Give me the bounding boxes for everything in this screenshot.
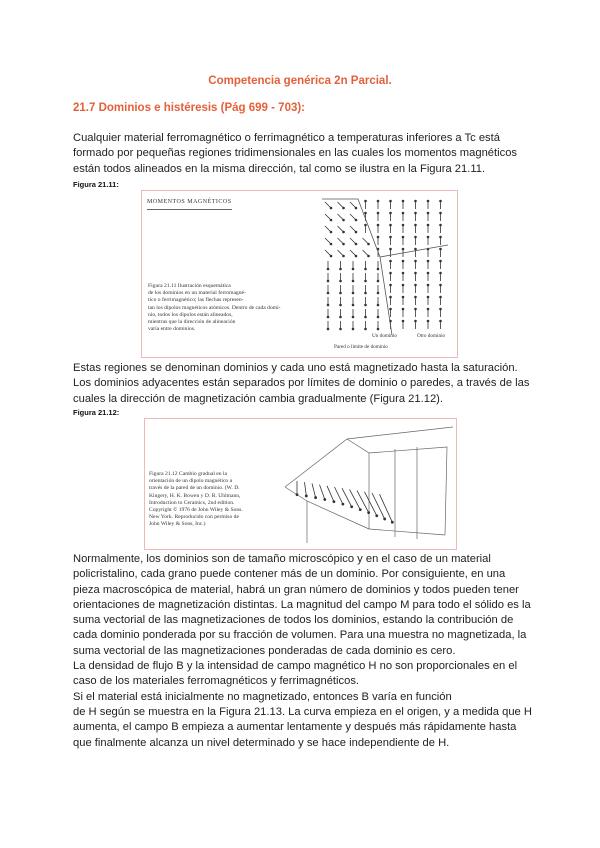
dipole-arrow-head <box>352 328 354 330</box>
dipole-arrow-head <box>352 292 354 294</box>
dipole-arrow-head <box>330 231 332 233</box>
paragraph-3 <box>73 552 531 751</box>
dipole-arrow-head <box>415 308 417 310</box>
wall-dipole-head <box>376 515 378 517</box>
dipole-arrow-head <box>327 316 329 318</box>
dipole-arrow-head <box>427 224 429 226</box>
dipole-arrow-head <box>390 236 392 238</box>
paragraph-2 <box>73 361 531 407</box>
dipole-arrow-head <box>355 231 357 233</box>
dipole-arrow-head <box>340 304 342 306</box>
dipole-arrow-head <box>390 308 392 310</box>
caption-line: Copyright © 1976 de John Wiley & Sons. <box>149 507 243 514</box>
dipole-arrow-head <box>377 292 379 294</box>
dipole-arrow-head <box>368 243 370 245</box>
dipole-arrow-head <box>365 224 367 226</box>
dipole-arrow-head <box>440 320 442 322</box>
dipole-arrow-head <box>427 236 429 238</box>
dipole-arrow-head <box>402 212 404 214</box>
dipole-arrow-head <box>390 296 392 298</box>
dipole-arrow-head <box>440 296 442 298</box>
header-rule <box>147 209 232 210</box>
dipole-arrow-head <box>377 268 379 270</box>
caption-line: tan los dipolos magnéticos atómicos. Dentro de cada domi- <box>148 304 281 311</box>
callout-one-domain: Un dominio <box>372 333 397 339</box>
dipole-arrow-head <box>365 292 367 294</box>
dipole-arrow-head <box>330 207 332 209</box>
wall-dipole-head <box>391 521 393 523</box>
dipole-arrow-head <box>415 260 417 262</box>
dipole-arrow-head <box>427 260 429 262</box>
dipole-arrow-head <box>355 255 357 257</box>
wall-dipole-arrow <box>365 492 377 516</box>
caption-line: John Wiley & Sons, Inc.) <box>149 521 206 528</box>
dipole-arrow-head <box>365 304 367 306</box>
text-line: suma vectorial de las magnetizaciones ponderadas de cada dominio es cero. <box>73 644 456 657</box>
dipole-arrow-head <box>390 200 392 202</box>
caption-line: nio, todos los dipolos están alineados, <box>148 311 233 318</box>
wall-dipole-head <box>333 501 335 503</box>
dipole-arrow-head <box>343 219 345 221</box>
dipole-arrow-head <box>343 231 345 233</box>
wall-dipole-head <box>296 494 298 496</box>
text-line: Si el material está inicialmente no magnetizado, entonces B varía en función <box>73 690 452 703</box>
dipole-arrow-head <box>415 224 417 226</box>
dipole-arrow-head <box>330 219 332 221</box>
caption-line: orientación de un dipolo magnético a <box>149 478 233 485</box>
caption-line: Kingery, H. K. Bowen y D. R. Uhlmann, <box>149 492 241 499</box>
dipole-arrow-head <box>415 296 417 298</box>
text-line: pieza macroscópica de material, habrá un gran número de dominios y todos pueden tener <box>73 583 519 596</box>
text-line: formado por pequeñas regiones tridimensionales en las cuales los momentos magnéticos <box>73 147 518 160</box>
dipole-arrow-head <box>390 224 392 226</box>
dipole-arrow-head <box>415 284 417 286</box>
domain-diagram <box>320 197 452 337</box>
section-heading: 21.7 Dominios e histéresis (Pág 699 - 703): <box>73 102 306 114</box>
text-line: suma vectorial de las magnetizaciones de todos los dominios, estando la contribución de <box>73 614 514 627</box>
dipole-arrow-head <box>427 200 429 202</box>
callout-other-domain: Otro dominio <box>417 333 446 339</box>
dipole-arrow-head <box>355 243 357 245</box>
dipole-arrow-head <box>402 224 404 226</box>
caption-line: Introduction to Ceramics, 2nd edition. <box>149 499 235 506</box>
dipole-arrow-head <box>427 284 429 286</box>
dipole-arrow-head <box>402 296 404 298</box>
dipole-arrow-head <box>402 284 404 286</box>
dipole-arrow-head <box>327 292 329 294</box>
wall-dipole-arrow <box>372 493 385 519</box>
dipole-arrow-head <box>402 320 404 322</box>
dipole-arrow-head <box>390 272 392 274</box>
dipole-arrow-head <box>390 212 392 214</box>
figure-21-11-label: Figura 21.11: <box>73 180 119 189</box>
wall-dipole-arrow <box>305 482 307 496</box>
figure-21-12-caption <box>149 471 243 529</box>
dipole-arrow-head <box>343 243 345 245</box>
wall-dipole-arrow <box>380 494 393 522</box>
dipole-arrow-head <box>330 243 332 245</box>
dipole-arrow-head <box>415 212 417 214</box>
dipole-arrow-head <box>440 236 442 238</box>
callout-domain-wall: Pared o límite de dominio <box>334 344 388 350</box>
wall-dipole-arrow <box>327 486 334 502</box>
dipole-arrow-head <box>365 268 367 270</box>
text-line: Cualquier material ferromagnético o ferrimagnético a temperaturas inferiores a Tc está <box>73 132 500 144</box>
dipole-arrow-head <box>440 212 442 214</box>
dipole-arrow-head <box>390 284 392 286</box>
dipole-arrow-head <box>340 268 342 270</box>
dipole-arrow-head <box>402 260 404 262</box>
caption-line: de los dominios en un material ferromagné- <box>148 290 246 297</box>
dipole-arrow-head <box>365 316 367 318</box>
dipole-arrow-head <box>402 308 404 310</box>
text-line: aumenta, el campo B empieza a aumentar lentamente y después más rápidamente hasta <box>73 721 517 734</box>
figure-21-12 <box>144 418 457 550</box>
dipole-arrow-head <box>352 268 354 270</box>
dipole-arrow-head <box>427 320 429 322</box>
dipole-arrow-head <box>368 255 370 257</box>
dipole-arrow-head <box>440 224 442 226</box>
wall-dipole-head <box>368 512 370 514</box>
wall-dipole-head <box>351 506 353 508</box>
caption-line: Figura 21.12 Cambio gradual en la <box>149 471 227 477</box>
dipole-arrow-head <box>440 308 442 310</box>
dipole-arrow-head <box>440 284 442 286</box>
caption-line: varía entre dominios. <box>148 326 196 333</box>
caption-line: mientras que la dirección de alineación <box>148 319 236 326</box>
caption-line: Figura 21.11 Ilustración esquemática <box>148 283 231 289</box>
wall-dipole-head <box>359 509 361 511</box>
wall-dipole-head <box>342 503 344 505</box>
dipole-arrow-head <box>427 296 429 298</box>
dipole-arrow-head <box>427 308 429 310</box>
wall-dipole-head <box>324 499 326 501</box>
figure-21-11 <box>141 190 458 358</box>
dipole-arrow-head <box>340 292 342 294</box>
text-line: cada dominio ponderada por su fracción de volumen. Para una muestra no magnetizada, la <box>73 629 527 642</box>
wall-dipole-arrow <box>312 483 316 497</box>
dipole-arrow-head <box>340 328 342 330</box>
dipole-arrow-head <box>402 200 404 202</box>
text-line: están todos alineados en la misma dirección, tal como se ilustra en la Figura 21.11. <box>73 162 486 175</box>
dipole-arrow-head <box>365 212 367 214</box>
dipole-arrow-head <box>355 207 357 209</box>
dipole-arrow-head <box>327 304 329 306</box>
dipole-arrow-head <box>440 260 442 262</box>
domain-wall-diagram <box>277 425 453 543</box>
caption-line: New York. Reproducido con permiso de <box>149 514 239 521</box>
dipole-arrow-head <box>352 316 354 318</box>
dipole-arrow-head <box>415 200 417 202</box>
text-line: caso de los materiales ferromagnéticos y ferrimagnéticos. <box>73 675 360 688</box>
wall-dipole-arrow <box>335 487 343 504</box>
caption-line: tico o ferrimagnético; las flechas represen- <box>148 297 244 304</box>
dipole-arrow-head <box>377 236 379 238</box>
dipole-arrow-head <box>415 248 417 250</box>
dipole-arrow-head <box>390 260 392 262</box>
dipole-arrow-head <box>415 320 417 322</box>
wall-dipole-arrow <box>320 485 325 500</box>
dipole-arrow-head <box>415 236 417 238</box>
dipole-arrow-head <box>427 212 429 214</box>
dipole-arrow-head <box>365 200 367 202</box>
dipole-arrow-head <box>440 272 442 274</box>
dipole-arrow-head <box>365 280 367 282</box>
dipole-arrow-head <box>377 212 379 214</box>
dipole-arrow-head <box>440 200 442 202</box>
text-line: policristalino, cada grano puede contener más de un dominio. Por consiguiente, en una <box>73 568 506 581</box>
paragraph-1 <box>73 131 531 177</box>
text-line: que finalmente alcanza un nivel determinado y se hace independiente de H. <box>73 736 450 749</box>
text-line: cuales la dirección de magnetización cambia gradualmente (Figura 21.12). <box>73 392 444 405</box>
text-line: Normalmente, los dominios son de tamaño microscópico y en el caso de un material <box>73 553 491 565</box>
dipole-arrow-head <box>352 280 354 282</box>
dipole-arrow-head <box>427 272 429 274</box>
dipole-arrow-head <box>402 236 404 238</box>
dipole-arrow-head <box>377 224 379 226</box>
dipole-arrow-head <box>377 280 379 282</box>
dipole-arrow-head <box>377 200 379 202</box>
dipole-arrow-head <box>355 219 357 221</box>
dipole-arrow-head <box>377 316 379 318</box>
text-line: de H según se muestra en la Figura 21.13. La curva empieza en el origen, y a medida que H <box>73 705 532 718</box>
wall-dipole-head <box>315 497 317 499</box>
text-line: La densidad de flujo B y la intensidad de campo magnético H no son proporcionales en el <box>73 660 518 673</box>
figure-header: MOMENTOS MAGNÉTICOS <box>147 199 232 205</box>
dipole-arrow-head <box>365 328 367 330</box>
wall-dipole-head <box>305 495 307 497</box>
dipole-arrow-head <box>352 304 354 306</box>
dipole-arrow-head <box>327 328 329 330</box>
wall-dipole-arrow <box>357 491 369 513</box>
text-line: Los dominios adyacentes están separados por límites de dominio o paredes, a través de las <box>73 377 530 390</box>
wall-dipole-head <box>384 518 386 520</box>
dipole-arrow-head <box>402 272 404 274</box>
figure-21-11-caption <box>148 283 281 333</box>
dipole-arrow-head <box>327 280 329 282</box>
dipole-arrow-head <box>440 248 442 250</box>
text-line: Estas regiones se denominan dominios y cada uno está magnetizado hasta la saturación. <box>73 362 518 374</box>
dipole-arrow-head <box>390 248 392 250</box>
dipole-arrow-head <box>377 304 379 306</box>
dipole-arrow-head <box>402 248 404 250</box>
dipole-arrow-head <box>340 316 342 318</box>
dipole-arrow-head <box>330 255 332 257</box>
dipole-arrow-head <box>340 280 342 282</box>
caption-line: través de la pared de un dominio. (W. D. <box>149 485 240 492</box>
dipole-arrow-head <box>327 268 329 270</box>
dipole-arrow-head <box>377 328 379 330</box>
text-line: orientaciones de magnetización distintas. La magnitud del campo M para todo el sólido es la <box>73 598 531 611</box>
dipole-arrow-head <box>343 255 345 257</box>
page-title: Competencia genérica 2n Parcial. <box>208 75 392 87</box>
figure-21-12-label: Figura 21.12: <box>73 408 120 417</box>
dipole-arrow-head <box>415 272 417 274</box>
dipole-arrow-head <box>343 207 345 209</box>
